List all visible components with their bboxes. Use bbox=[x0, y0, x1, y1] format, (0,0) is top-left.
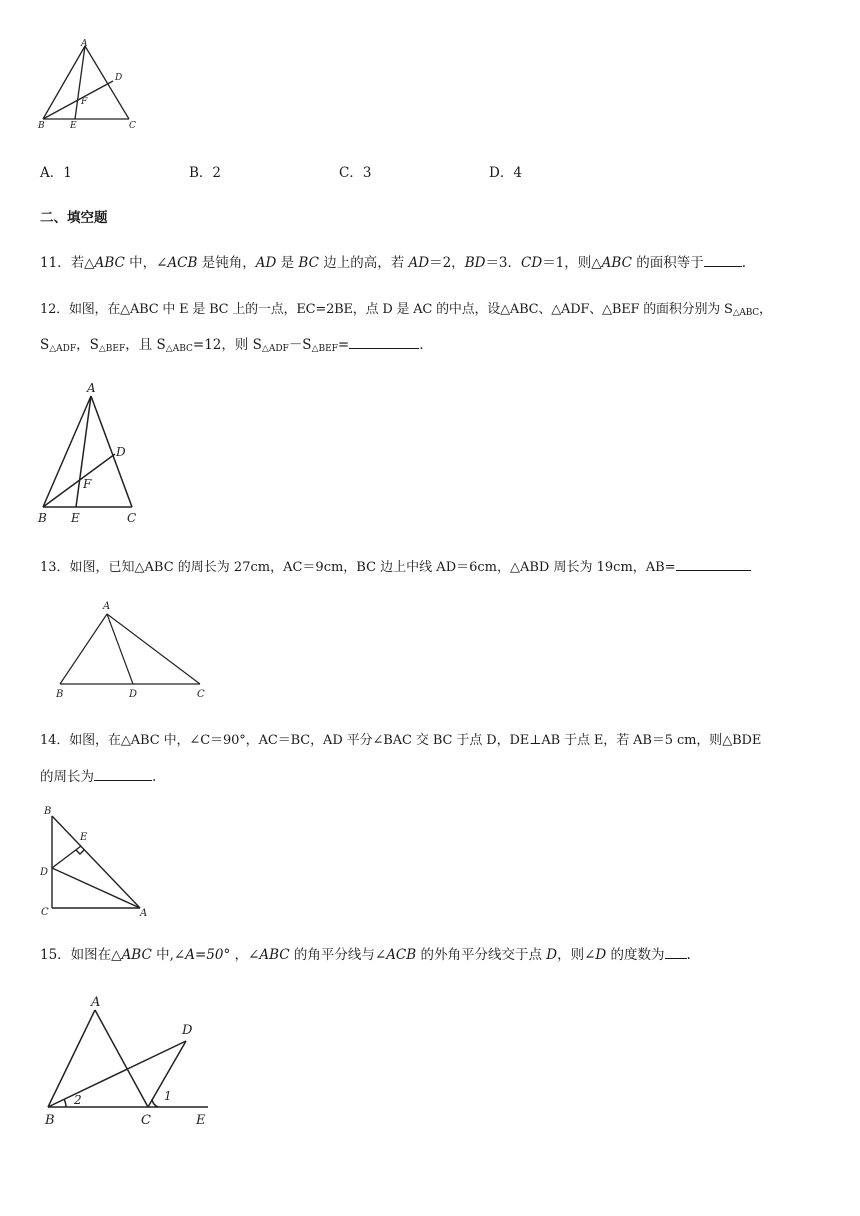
label-b: B bbox=[45, 1113, 55, 1128]
label-d: D bbox=[40, 867, 49, 878]
question-14-line2: 的周长为 . bbox=[40, 766, 156, 787]
label-a: A bbox=[140, 908, 148, 919]
figure-q13 bbox=[48, 598, 218, 702]
option-a: A．1 bbox=[40, 165, 72, 181]
label-b: B bbox=[44, 806, 52, 817]
label-c: C bbox=[141, 1113, 151, 1128]
answer-blank-13 bbox=[676, 556, 751, 571]
option-d: D．4 bbox=[489, 165, 522, 181]
figure-triangle-top bbox=[30, 36, 150, 136]
label-d: D bbox=[129, 689, 138, 700]
label-c: C bbox=[197, 689, 205, 700]
label-b: B bbox=[38, 511, 47, 525]
figure-q14 bbox=[36, 800, 156, 920]
option-c: C．3 bbox=[339, 165, 372, 181]
label-f: F bbox=[83, 477, 92, 491]
question-12-line2: $S_{\triangle ADF}$，$S_{\triangle BEF}$，且 $S_{\triangle ABC}=12$，则 $S_{\triangle ADF}-S_{\triangle BEF}=$ . bbox=[40, 334, 424, 359]
label-e: E bbox=[196, 1113, 206, 1128]
label-a: A bbox=[91, 995, 101, 1010]
label-d: D bbox=[182, 1023, 193, 1038]
label-b: B bbox=[56, 689, 64, 700]
label-a: A bbox=[81, 39, 88, 49]
label-e: E bbox=[70, 121, 77, 131]
question-12-line1: 12．如图，在△ABC 中 E 是 BC 上的一点，EC=2BE，点 D 是 AC 的中点，设△ABC、△ADF、△BEF 的面积分别为 $S_{\triangle ABC}$， bbox=[40, 302, 772, 318]
angle-label-2: 2 bbox=[74, 1093, 82, 1107]
figure-q12 bbox=[30, 378, 160, 528]
label-d: D bbox=[116, 445, 126, 459]
answer-blank-11 bbox=[704, 252, 742, 267]
question-15: 15．如图在△ABC 中,∠A=50° ，∠ABC 的角平分线与∠ACB 的外角平分线交于点 D，则∠D 的度数为 . bbox=[40, 944, 691, 965]
question-13: 13．如图，已知△ABC 的周长为 27cm，AC＝9cm，BC 边上中线 AD＝6cm，△ABD 周长为 19cm，AB= bbox=[40, 556, 751, 578]
label-d: D bbox=[115, 73, 123, 83]
question-11: 11．若△ABC 中，∠ACB 是钝角，AD 是 BC 边上的高，若 AD＝2，BD＝3．CD＝1，则△ABC 的面积等于 . bbox=[40, 252, 746, 273]
label-c: C bbox=[129, 121, 136, 131]
question-14-line1: 14．如图，在△ABC 中，∠C＝90°，AC＝BC，AD 平分∠BAC 交 BC 于点 D，DE⊥AB 于点 E，若 AB＝5 cm，则△BDE bbox=[40, 733, 762, 748]
answer-blank-12 bbox=[349, 334, 419, 349]
angle-label-1: 1 bbox=[164, 1089, 172, 1103]
answer-blank-15 bbox=[665, 944, 687, 959]
option-b: B．2 bbox=[189, 165, 222, 181]
figure-q15 bbox=[36, 988, 226, 1136]
label-a: A bbox=[103, 601, 111, 612]
label-e: E bbox=[80, 832, 88, 843]
label-a: A bbox=[87, 381, 96, 395]
label-c: C bbox=[127, 511, 137, 525]
answer-blank-14 bbox=[94, 766, 152, 781]
label-c: C bbox=[41, 907, 49, 918]
section-title: 二、填空题 bbox=[40, 210, 108, 226]
label-f: F bbox=[81, 97, 88, 107]
label-e: E bbox=[71, 511, 80, 525]
label-b: B bbox=[38, 121, 45, 131]
